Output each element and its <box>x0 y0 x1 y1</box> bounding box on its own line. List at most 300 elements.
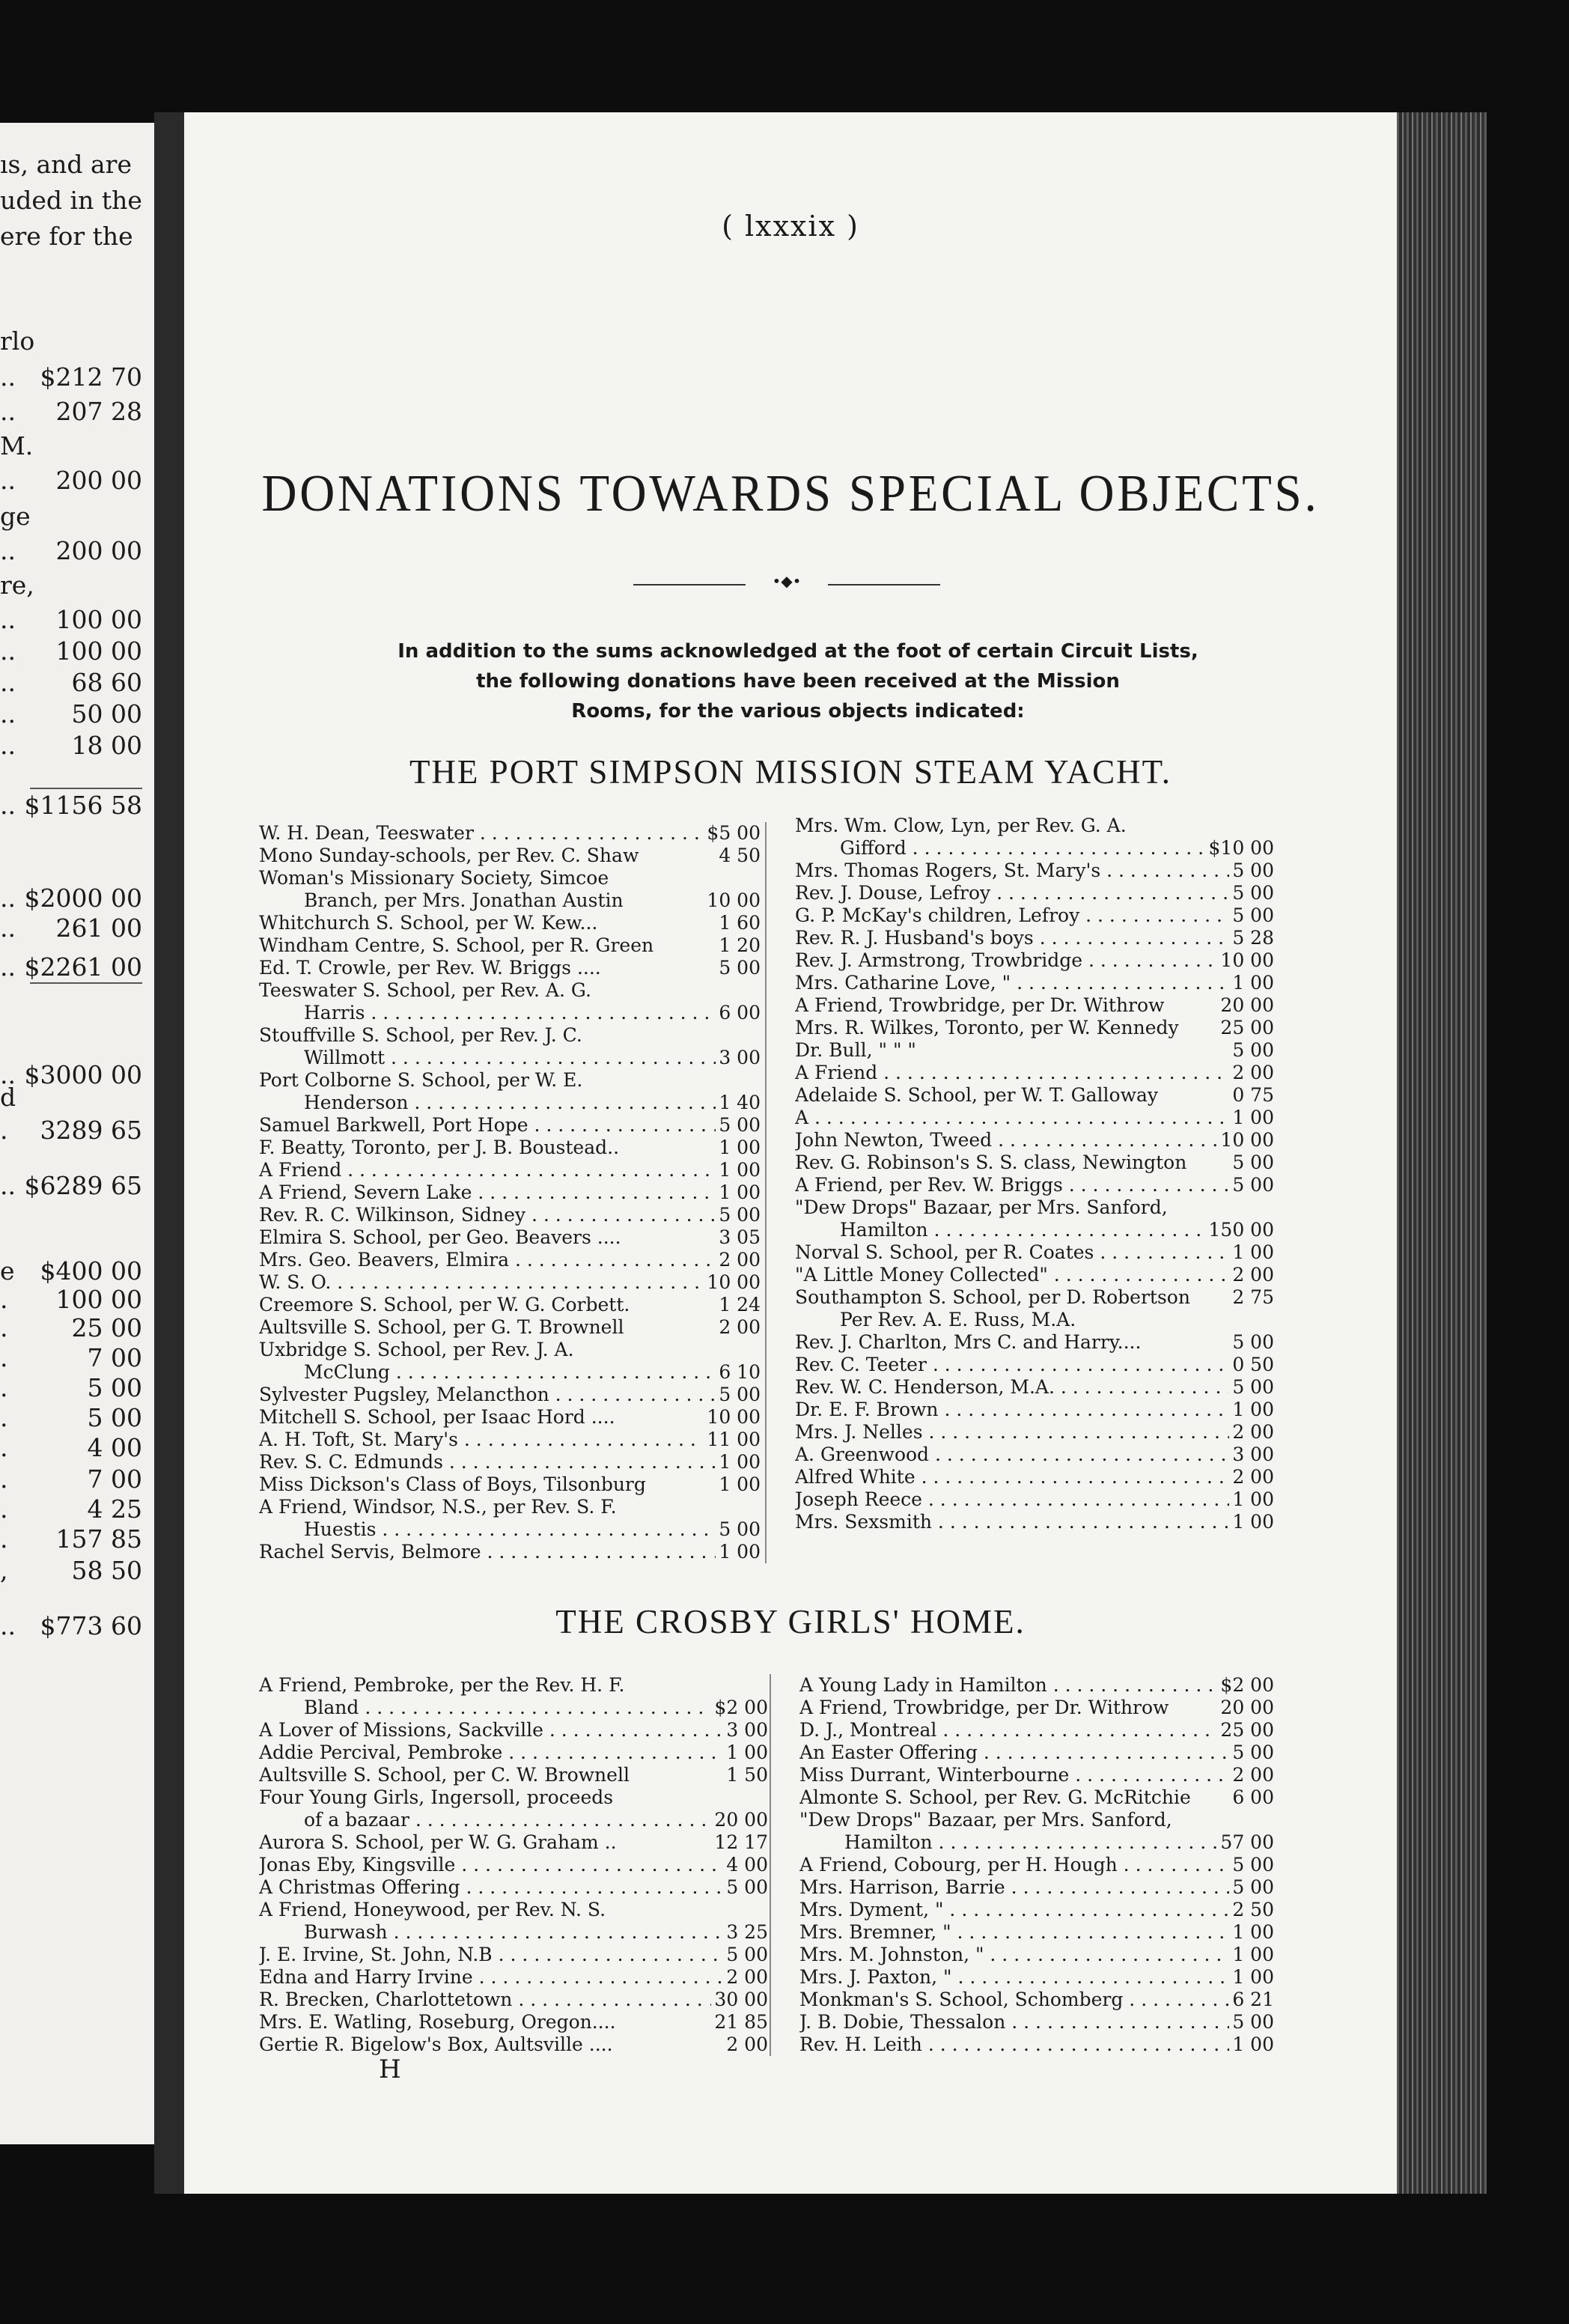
donation-row <box>259 1271 761 1294</box>
section-heading-crosby: THE CROSBY GIRLS' HOME. <box>555 1603 1026 1640</box>
facing-page-text: .. <box>0 636 16 666</box>
donation-amount: 5 00 <box>1229 1854 1274 1876</box>
donation-row <box>259 1719 768 1742</box>
facing-page-amount: 157 85 <box>55 1524 142 1554</box>
facing-page-amount: 207 28 <box>55 397 142 426</box>
donor-name: A Friend, Trowbridge, per Dr. Withrow <box>799 1697 1169 1718</box>
facing-page-line <box>0 699 142 732</box>
donation-row <box>795 1084 1274 1107</box>
ornament-divider <box>633 572 940 591</box>
donation-amount: 3 05 <box>716 1226 761 1249</box>
donor-name: Addie Percival, Pembroke . . . <box>259 1742 768 1764</box>
facing-page-text: .. <box>0 668 16 697</box>
donor-name: Monkman's S. School, Schomberg . . . <box>799 1989 1274 2011</box>
donor-name: Teeswater S. School, per Rev. A. G. <box>259 979 591 1001</box>
donation-amount: 6 00 <box>1229 1786 1274 1809</box>
donation-amount: 5 00 <box>1229 2011 1274 2034</box>
facing-page-text: .. <box>0 1171 16 1200</box>
donation-amount: 5 00 <box>1229 1376 1274 1399</box>
donation-amount: 2 00 <box>723 2034 768 2056</box>
donor-name: Branch, per Mrs. Jonathan Austin <box>304 889 624 911</box>
donation-amount: 1 24 <box>716 1294 761 1316</box>
facing-page-text: M. <box>0 431 34 460</box>
donation-row <box>259 934 761 957</box>
donation-row <box>259 1339 761 1361</box>
donation-row <box>259 1786 768 1809</box>
facing-page-amount: 18 00 <box>71 731 142 760</box>
intro-line: In addition to the sums acknowledged at the foot of certain Circuit Lists, <box>397 640 1198 663</box>
donor-name: Per Rev. A. E. Russ, M.A. <box>840 1309 1076 1330</box>
donor-name: "Dew Drops" Bazaar, per Mrs. Sanford, <box>795 1196 1168 1218</box>
donation-row <box>799 1899 1274 1921</box>
donation-amount: 10 00 <box>1217 949 1274 972</box>
donation-row <box>795 1466 1274 1488</box>
donation-row <box>799 1831 1274 1854</box>
donor-name: J. E. Irvine, St. John, N.B . . . <box>259 1944 768 1966</box>
donor-name: Gifford . . . <box>795 837 1274 860</box>
donation-row <box>259 1002 761 1024</box>
facing-page-text: .. <box>0 362 16 392</box>
donor-name: Samuel Barkwell, Port Hope . . . <box>259 1114 761 1137</box>
donation-row <box>799 1786 1274 1809</box>
donation-row <box>259 979 761 1002</box>
donation-row <box>799 1674 1274 1697</box>
donor-name: Port Colborne S. School, per W. E. <box>259 1069 583 1091</box>
donation-amount: 6 00 <box>716 1002 761 1024</box>
donor-name: G. P. McKay's children, Lefroy . . . <box>795 904 1274 927</box>
donor-name: McClung . . . <box>259 1361 761 1384</box>
facing-page-text: .. <box>0 605 16 634</box>
facing-page-line <box>0 1343 142 1376</box>
facing-page-text: . <box>0 1343 8 1372</box>
facing-page-text: d <box>0 1083 16 1112</box>
donation-amount: 5 00 <box>716 1518 761 1541</box>
donation-row <box>795 972 1274 994</box>
donation-row <box>795 994 1274 1017</box>
facing-page-line <box>0 952 142 985</box>
donation-amount: 1 00 <box>1229 1511 1274 1533</box>
crosby-donations-left <box>259 1674 768 2056</box>
donor-name: Rev. S. C. Edmunds . . . <box>259 1451 761 1473</box>
facing-page-text: .. <box>0 731 16 760</box>
donation-row <box>259 2034 768 2056</box>
donation-amount: 1 00 <box>716 1451 761 1473</box>
donor-name: Rev. J. Douse, Lefroy . . . <box>795 882 1274 904</box>
facing-page-amount: 100 00 <box>55 605 142 634</box>
page-gutter <box>154 112 184 2194</box>
donation-amount: 2 00 <box>1229 1264 1274 1286</box>
facing-page-text: .. <box>0 397 16 426</box>
donation-amount: 12 17 <box>711 1831 768 1854</box>
donation-amount: 1 00 <box>716 1473 761 1496</box>
donation-row <box>259 1541 761 1563</box>
column-divider <box>765 822 767 1563</box>
crosby-donations-right <box>799 1674 1274 2056</box>
facing-page-line <box>0 668 142 701</box>
donation-amount: 5 00 <box>716 1114 761 1137</box>
facing-page-line <box>0 1433 142 1466</box>
donation-row <box>795 1331 1274 1354</box>
donation-row <box>795 860 1274 882</box>
donor-name: Mrs. E. Watling, Roseburg, Oregon.... <box>259 2011 616 2033</box>
donation-row <box>259 1294 761 1316</box>
donation-row <box>259 1876 768 1899</box>
donation-row <box>799 1876 1274 1899</box>
facing-page-line <box>0 571 142 603</box>
donor-name: Dr. Bull, " " " <box>795 1039 916 1061</box>
facing-page-amount: $2261 00 <box>24 952 142 982</box>
facing-page-line <box>0 883 142 916</box>
donation-amount: 2 00 <box>1229 1764 1274 1786</box>
facing-page-text: . <box>0 1285 8 1314</box>
donation-row <box>259 845 761 867</box>
facing-page-amount: 4 25 <box>87 1494 142 1524</box>
donor-name: Jonas Eby, Kingsville . . . <box>259 1854 768 1876</box>
facing-page-line <box>0 362 142 395</box>
intro-paragraph <box>311 636 1285 726</box>
facing-page-text: ere for the <box>0 222 133 251</box>
facing-page-text: .. <box>0 791 16 820</box>
donation-row <box>259 889 761 912</box>
donation-amount: 1 00 <box>716 1159 761 1181</box>
donation-row <box>795 1488 1274 1511</box>
donation-row <box>259 1092 761 1114</box>
donation-amount: 4 00 <box>723 1854 768 1876</box>
facing-page-amount: $773 60 <box>40 1611 142 1640</box>
facing-page-line <box>0 1611 142 1644</box>
donation-amount: 5 00 <box>716 957 761 979</box>
donor-name: Willmott . . . <box>259 1047 761 1069</box>
donation-row <box>259 822 761 845</box>
donor-name: J. B. Dobie, Thessalon . . . <box>799 2011 1274 2034</box>
donation-row <box>259 957 761 979</box>
donor-name: "A Little Money Collected" . . . <box>795 1264 1274 1286</box>
donation-amount: 2 00 <box>1229 1062 1274 1084</box>
donation-amount: 3 00 <box>723 1719 768 1742</box>
facing-page-amount: 3289 65 <box>40 1116 142 1145</box>
donor-name: Mrs. R. Wilkes, Toronto, per W. Kennedy <box>795 1017 1179 1038</box>
donor-name: Mrs. J. Paxton, " . . . <box>799 1966 1274 1989</box>
donation-amount: 5 00 <box>716 1384 761 1406</box>
facing-page-amount: 25 00 <box>71 1313 142 1342</box>
facing-page-amount: $6289 65 <box>24 1171 142 1200</box>
donation-amount: $2 00 <box>1217 1674 1274 1697</box>
donation-row <box>795 1017 1274 1039</box>
facing-page-text: . <box>0 1403 8 1432</box>
donor-name: Alfred White . . . <box>795 1466 1274 1488</box>
donation-row <box>795 837 1274 860</box>
donation-amount: 1 00 <box>1229 1488 1274 1511</box>
donation-amount: 1 00 <box>1229 1399 1274 1421</box>
donation-amount: 1 60 <box>716 912 761 934</box>
facing-page-amount: 4 00 <box>87 1433 142 1462</box>
donation-row <box>259 1114 761 1137</box>
donor-name: A Friend . . . <box>795 1062 1274 1084</box>
donation-amount: 2 00 <box>1229 1421 1274 1444</box>
donor-name: Rev. R. J. Husband's boys . . . <box>795 927 1274 949</box>
donation-amount: 1 00 <box>1229 1966 1274 1989</box>
facing-page-text: .. <box>0 466 16 495</box>
yacht-donations-right <box>795 815 1274 1533</box>
facing-page-text: rlo <box>0 326 35 356</box>
donor-name: A Friend . . . <box>259 1159 761 1181</box>
donor-name: Dr. E. F. Brown . . . <box>795 1399 1274 1421</box>
donation-amount: 5 00 <box>1229 860 1274 882</box>
donation-amount: $2 00 <box>711 1697 768 1719</box>
donation-amount: 2 00 <box>716 1249 761 1271</box>
facing-page-text: . <box>0 1373 8 1402</box>
donation-amount: 1 00 <box>1229 1107 1274 1129</box>
donation-row <box>259 1742 768 1764</box>
donation-amount: 1 50 <box>723 1764 768 1786</box>
donation-amount: 5 00 <box>1229 1331 1274 1354</box>
donor-name: R. Brecken, Charlottetown . . . <box>259 1989 768 2011</box>
page-title: DONATIONS TOWARDS SPECIAL OBJECTS. <box>261 465 1320 523</box>
donation-amount: 21 85 <box>711 2011 768 2034</box>
donation-amount: 3 25 <box>723 1921 768 1944</box>
donation-row <box>795 1309 1274 1331</box>
donation-row <box>795 904 1274 927</box>
facing-page-text: . <box>0 1524 8 1554</box>
donation-amount: $5 00 <box>704 822 761 845</box>
donor-name: Mrs. Dyment, " . . . <box>799 1899 1274 1921</box>
donation-row <box>795 927 1274 949</box>
donor-name: Mrs. J. Nelles . . . <box>795 1421 1274 1444</box>
donation-row <box>259 1249 761 1271</box>
donation-row <box>799 2034 1274 2056</box>
donation-row <box>799 1921 1274 1944</box>
intro-line: Rooms, for the various objects indicated: <box>571 700 1025 723</box>
facing-page-amount: 7 00 <box>87 1343 142 1372</box>
donor-name: D. J., Montreal . . . <box>799 1719 1274 1742</box>
donor-name: Mrs. Geo. Beavers, Elmira . . . <box>259 1249 761 1271</box>
donor-name: Mrs. M. Johnston, " . . . <box>799 1944 1274 1966</box>
donation-row <box>259 1406 761 1429</box>
donation-amount: 20 00 <box>711 1809 768 1831</box>
facing-page-line <box>0 186 142 219</box>
facing-page-line <box>0 1116 142 1149</box>
donation-amount: 6 21 <box>1229 1989 1274 2011</box>
facing-page-text: , <box>0 1556 8 1585</box>
donation-amount: 11 00 <box>704 1429 761 1451</box>
donation-amount: 10 00 <box>704 889 761 912</box>
donation-row <box>795 1196 1274 1219</box>
donation-row <box>259 1921 768 1944</box>
facing-page-amount: 68 60 <box>71 668 142 697</box>
donation-row <box>259 1697 768 1719</box>
donation-row <box>259 1069 761 1092</box>
donor-name: Southampton S. School, per D. Robertson <box>795 1286 1190 1308</box>
facing-page <box>0 123 154 2144</box>
facing-page-amount: 5 00 <box>87 1373 142 1402</box>
facing-page-line <box>0 731 142 764</box>
donor-name: A Friend, Trowbridge, per Dr. Withrow <box>795 994 1165 1016</box>
donor-name: Mrs. Wm. Clow, Lyn, per Rev. G. A. <box>795 815 1127 836</box>
donation-amount: 1 00 <box>716 1181 761 1204</box>
donation-row <box>799 1854 1274 1876</box>
donation-amount: 5 00 <box>1229 1039 1274 1062</box>
donation-row <box>795 815 1274 837</box>
donation-row <box>799 2011 1274 2034</box>
facing-page-text: uded in the <box>0 186 142 215</box>
donation-amount: 1 00 <box>1229 2034 1274 2056</box>
donation-amount: 5 00 <box>1229 904 1274 927</box>
facing-page-line <box>0 1464 142 1497</box>
signature-mark: H <box>379 2054 401 2084</box>
donor-name: Sylvester Pugsley, Melancthon . . . <box>259 1384 761 1406</box>
facing-page-amount: $1156 58 <box>24 791 142 820</box>
facing-page-line <box>0 913 142 946</box>
donor-name: Hamilton . . . <box>799 1831 1274 1854</box>
donor-name: Rev. C. Teeter . . . <box>795 1354 1274 1376</box>
ornament-line-right <box>828 584 940 585</box>
facing-page-line <box>0 636 142 669</box>
facing-page-line <box>0 1083 142 1116</box>
facing-page-text: ıs, and are <box>0 150 132 179</box>
donation-amount: 25 00 <box>1217 1017 1274 1039</box>
facing-page-line <box>0 397 142 430</box>
facing-page-text: .. <box>0 913 16 943</box>
donor-name: Norval S. School, per R. Coates . . . <box>795 1241 1274 1264</box>
donation-amount: 0 50 <box>1229 1354 1274 1376</box>
donation-amount: 6 10 <box>716 1361 761 1384</box>
donation-amount: 1 00 <box>716 1541 761 1563</box>
donor-name: Mono Sunday-schools, per Rev. C. Shaw <box>259 845 639 866</box>
donation-row <box>795 1444 1274 1466</box>
donation-amount: 4 50 <box>716 845 761 867</box>
donor-name: "Dew Drops" Bazaar, per Mrs. Sanford, <box>799 1809 1172 1831</box>
donation-row <box>259 1047 761 1069</box>
donation-row <box>795 1219 1274 1241</box>
facing-page-text: ge <box>0 502 31 531</box>
document-page <box>184 112 1397 2194</box>
donation-row <box>259 1226 761 1249</box>
facing-page-line <box>0 1403 142 1436</box>
donation-amount: 2 00 <box>1229 1466 1274 1488</box>
donation-amount: 5 00 <box>1229 882 1274 904</box>
donation-row <box>795 1107 1274 1129</box>
donor-name: A. H. Toft, St. Mary's . . . <box>259 1429 761 1451</box>
facing-page-text: .. <box>0 699 16 728</box>
donation-row <box>799 1697 1274 1719</box>
facing-page-text: . <box>0 1313 8 1342</box>
facing-page-line <box>0 326 142 359</box>
donation-amount: 2 75 <box>1229 1286 1274 1309</box>
facing-page-line <box>0 1494 142 1527</box>
donation-row <box>799 1764 1274 1786</box>
donation-amount: 57 00 <box>1217 1831 1274 1854</box>
facing-page-line <box>0 1313 142 1346</box>
donation-row <box>799 1944 1274 1966</box>
donation-amount: 1 00 <box>716 1137 761 1159</box>
donation-row <box>259 1204 761 1226</box>
donation-row <box>259 867 761 889</box>
donation-row <box>259 1764 768 1786</box>
donor-name: Rev. J. Armstrong, Trowbridge . . . <box>795 949 1274 972</box>
donor-name: Huestis . . . <box>259 1518 761 1541</box>
donor-name: Rev. J. Charlton, Mrs C. and Harry.... <box>795 1331 1142 1353</box>
donation-amount: 5 00 <box>1229 1174 1274 1196</box>
donation-row <box>259 912 761 934</box>
donor-name: Windham Centre, S. School, per R. Green <box>259 934 654 956</box>
donation-row <box>795 1241 1274 1264</box>
donation-row <box>259 1137 761 1159</box>
donor-name: Rev. G. Robinson's S. S. class, Newington <box>795 1152 1187 1173</box>
donation-amount: 1 00 <box>1229 1921 1274 1944</box>
donor-name: Mrs. Catharine Love, " . . . <box>795 972 1274 994</box>
donation-amount: $10 00 <box>1206 837 1274 860</box>
donor-name: Aultsville S. School, per G. T. Brownell <box>259 1316 624 1338</box>
donation-amount: 150 00 <box>1206 1219 1274 1241</box>
donor-name: Adelaide S. School, per W. T. Galloway <box>795 1084 1158 1106</box>
donation-row <box>795 949 1274 972</box>
donor-name: John Newton, Tweed . . . <box>795 1129 1274 1152</box>
donation-row <box>259 1361 761 1384</box>
donation-amount: 5 00 <box>723 1876 768 1899</box>
donation-row <box>259 1831 768 1854</box>
donation-row <box>259 1384 761 1406</box>
donor-name: Mrs. Harrison, Barrie . . . <box>799 1876 1274 1899</box>
facing-page-text: .. <box>0 952 16 982</box>
donation-row <box>259 1496 761 1518</box>
donation-row <box>795 1039 1274 1062</box>
yacht-donations-left <box>259 822 761 1563</box>
donation-amount: 20 00 <box>1217 994 1274 1017</box>
donor-name: of a bazaar . . . <box>259 1809 768 1831</box>
donation-amount: 1 00 <box>1229 1241 1274 1264</box>
donation-row <box>795 1062 1274 1084</box>
donor-name: A Friend, per Rev. W. Briggs . . . <box>795 1174 1274 1196</box>
intro-line: the following donations have been received at the Mission <box>476 670 1120 693</box>
facing-page-line <box>0 222 142 255</box>
facing-page-amount: 100 00 <box>55 1285 142 1314</box>
donor-name: Rachel Servis, Belmore . . . <box>259 1541 761 1563</box>
facing-page-line <box>0 605 142 638</box>
donation-amount: 3 00 <box>716 1047 761 1069</box>
donation-row <box>799 1809 1274 1831</box>
facing-page-amount: $400 00 <box>40 1256 142 1286</box>
facing-page-amount: 58 50 <box>71 1556 142 1585</box>
donor-name: Rev. W. C. Henderson, M.A. . . . <box>795 1376 1274 1399</box>
page-edges <box>1397 112 1487 2194</box>
donation-row <box>795 1511 1274 1533</box>
donation-row <box>259 1899 768 1921</box>
donation-row <box>795 882 1274 904</box>
donation-row <box>795 1421 1274 1444</box>
facing-page-text: e <box>0 1256 15 1286</box>
donation-row <box>259 1989 768 2011</box>
donor-name: Four Young Girls, Ingersoll, proceeds <box>259 1786 614 1808</box>
donation-row <box>799 1719 1274 1742</box>
donation-row <box>795 1376 1274 1399</box>
donor-name: Mrs. Sexsmith . . . <box>795 1511 1274 1533</box>
donor-name: Hamilton . . . <box>795 1219 1274 1241</box>
donor-name: Uxbridge S. School, per Rev. J. A. <box>259 1339 574 1360</box>
donation-row <box>795 1399 1274 1421</box>
donation-amount: 1 40 <box>716 1092 761 1114</box>
facing-page-text: . <box>0 1464 8 1494</box>
donor-name: A Friend, Honeywood, per Rev. N. S. <box>259 1899 606 1920</box>
donation-row <box>799 1742 1274 1764</box>
donor-name: Burwash . . . <box>259 1921 768 1944</box>
donor-name: Rev. R. C. Wilkinson, Sidney . . . <box>259 1204 761 1226</box>
donation-row <box>259 1429 761 1451</box>
facing-page-amount: 50 00 <box>71 699 142 728</box>
donor-name: Woman's Missionary Society, Simcoe <box>259 867 609 889</box>
donor-name: An Easter Offering . . . <box>799 1742 1274 1764</box>
donation-amount: 5 00 <box>1229 1152 1274 1174</box>
donation-row <box>795 1152 1274 1174</box>
